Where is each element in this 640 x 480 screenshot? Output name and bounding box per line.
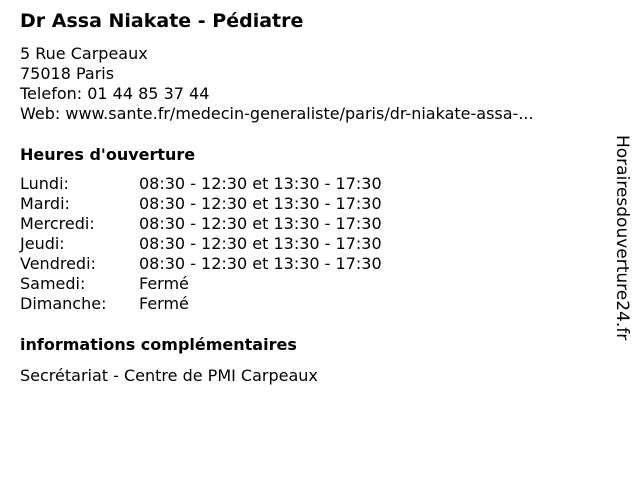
day-label: Vendredi: — [20, 254, 96, 273]
site-watermark: Horairesdouverture24.fr — [612, 135, 632, 341]
hours-value: 08:30 - 12:30 et 13:30 - 17:30 — [139, 194, 382, 213]
street-address: 5 Rue Carpeaux — [20, 44, 148, 63]
additional-info-heading: informations complémentaires — [20, 335, 297, 354]
day-label: Samedi: — [20, 274, 86, 293]
hours-value: 08:30 - 12:30 et 13:30 - 17:30 — [139, 234, 382, 253]
hours-row-tuesday — [20, 194, 382, 214]
day-label: Lundi: — [20, 174, 69, 193]
hours-row-saturday — [20, 274, 382, 294]
hours-value: 08:30 - 12:30 et 13:30 - 17:30 — [139, 174, 382, 193]
hours-heading: Heures d'ouverture — [20, 145, 196, 164]
page-title: Dr Assa Niakate - Pédiatre — [20, 10, 304, 32]
address-block — [20, 44, 534, 124]
hours-row-sunday — [20, 294, 382, 314]
hours-value: Fermé — [139, 294, 189, 313]
hours-value: 08:30 - 12:30 et 13:30 - 17:30 — [139, 254, 382, 273]
hours-row-monday — [20, 174, 382, 194]
website-link[interactable]: Web: www.sante.fr/medecin-generaliste/paris/dr-niakate-assa-... — [20, 104, 534, 123]
city-address: 75018 Paris — [20, 64, 115, 83]
opening-hours-table — [20, 174, 382, 314]
hours-row-thursday — [20, 234, 382, 254]
hours-row-friday — [20, 254, 382, 274]
day-label: Mercredi: — [20, 214, 95, 233]
phone-number: Telefon: 01 44 85 37 44 — [20, 84, 210, 103]
day-label: Jeudi: — [20, 234, 65, 253]
additional-info-text: Secrétariat - Centre de PMI Carpeaux — [20, 366, 318, 385]
day-label: Dimanche: — [20, 294, 107, 313]
hours-row-wednesday — [20, 214, 382, 234]
hours-value: Fermé — [139, 274, 189, 293]
hours-value: 08:30 - 12:30 et 13:30 - 17:30 — [139, 214, 382, 233]
day-label: Mardi: — [20, 194, 70, 213]
